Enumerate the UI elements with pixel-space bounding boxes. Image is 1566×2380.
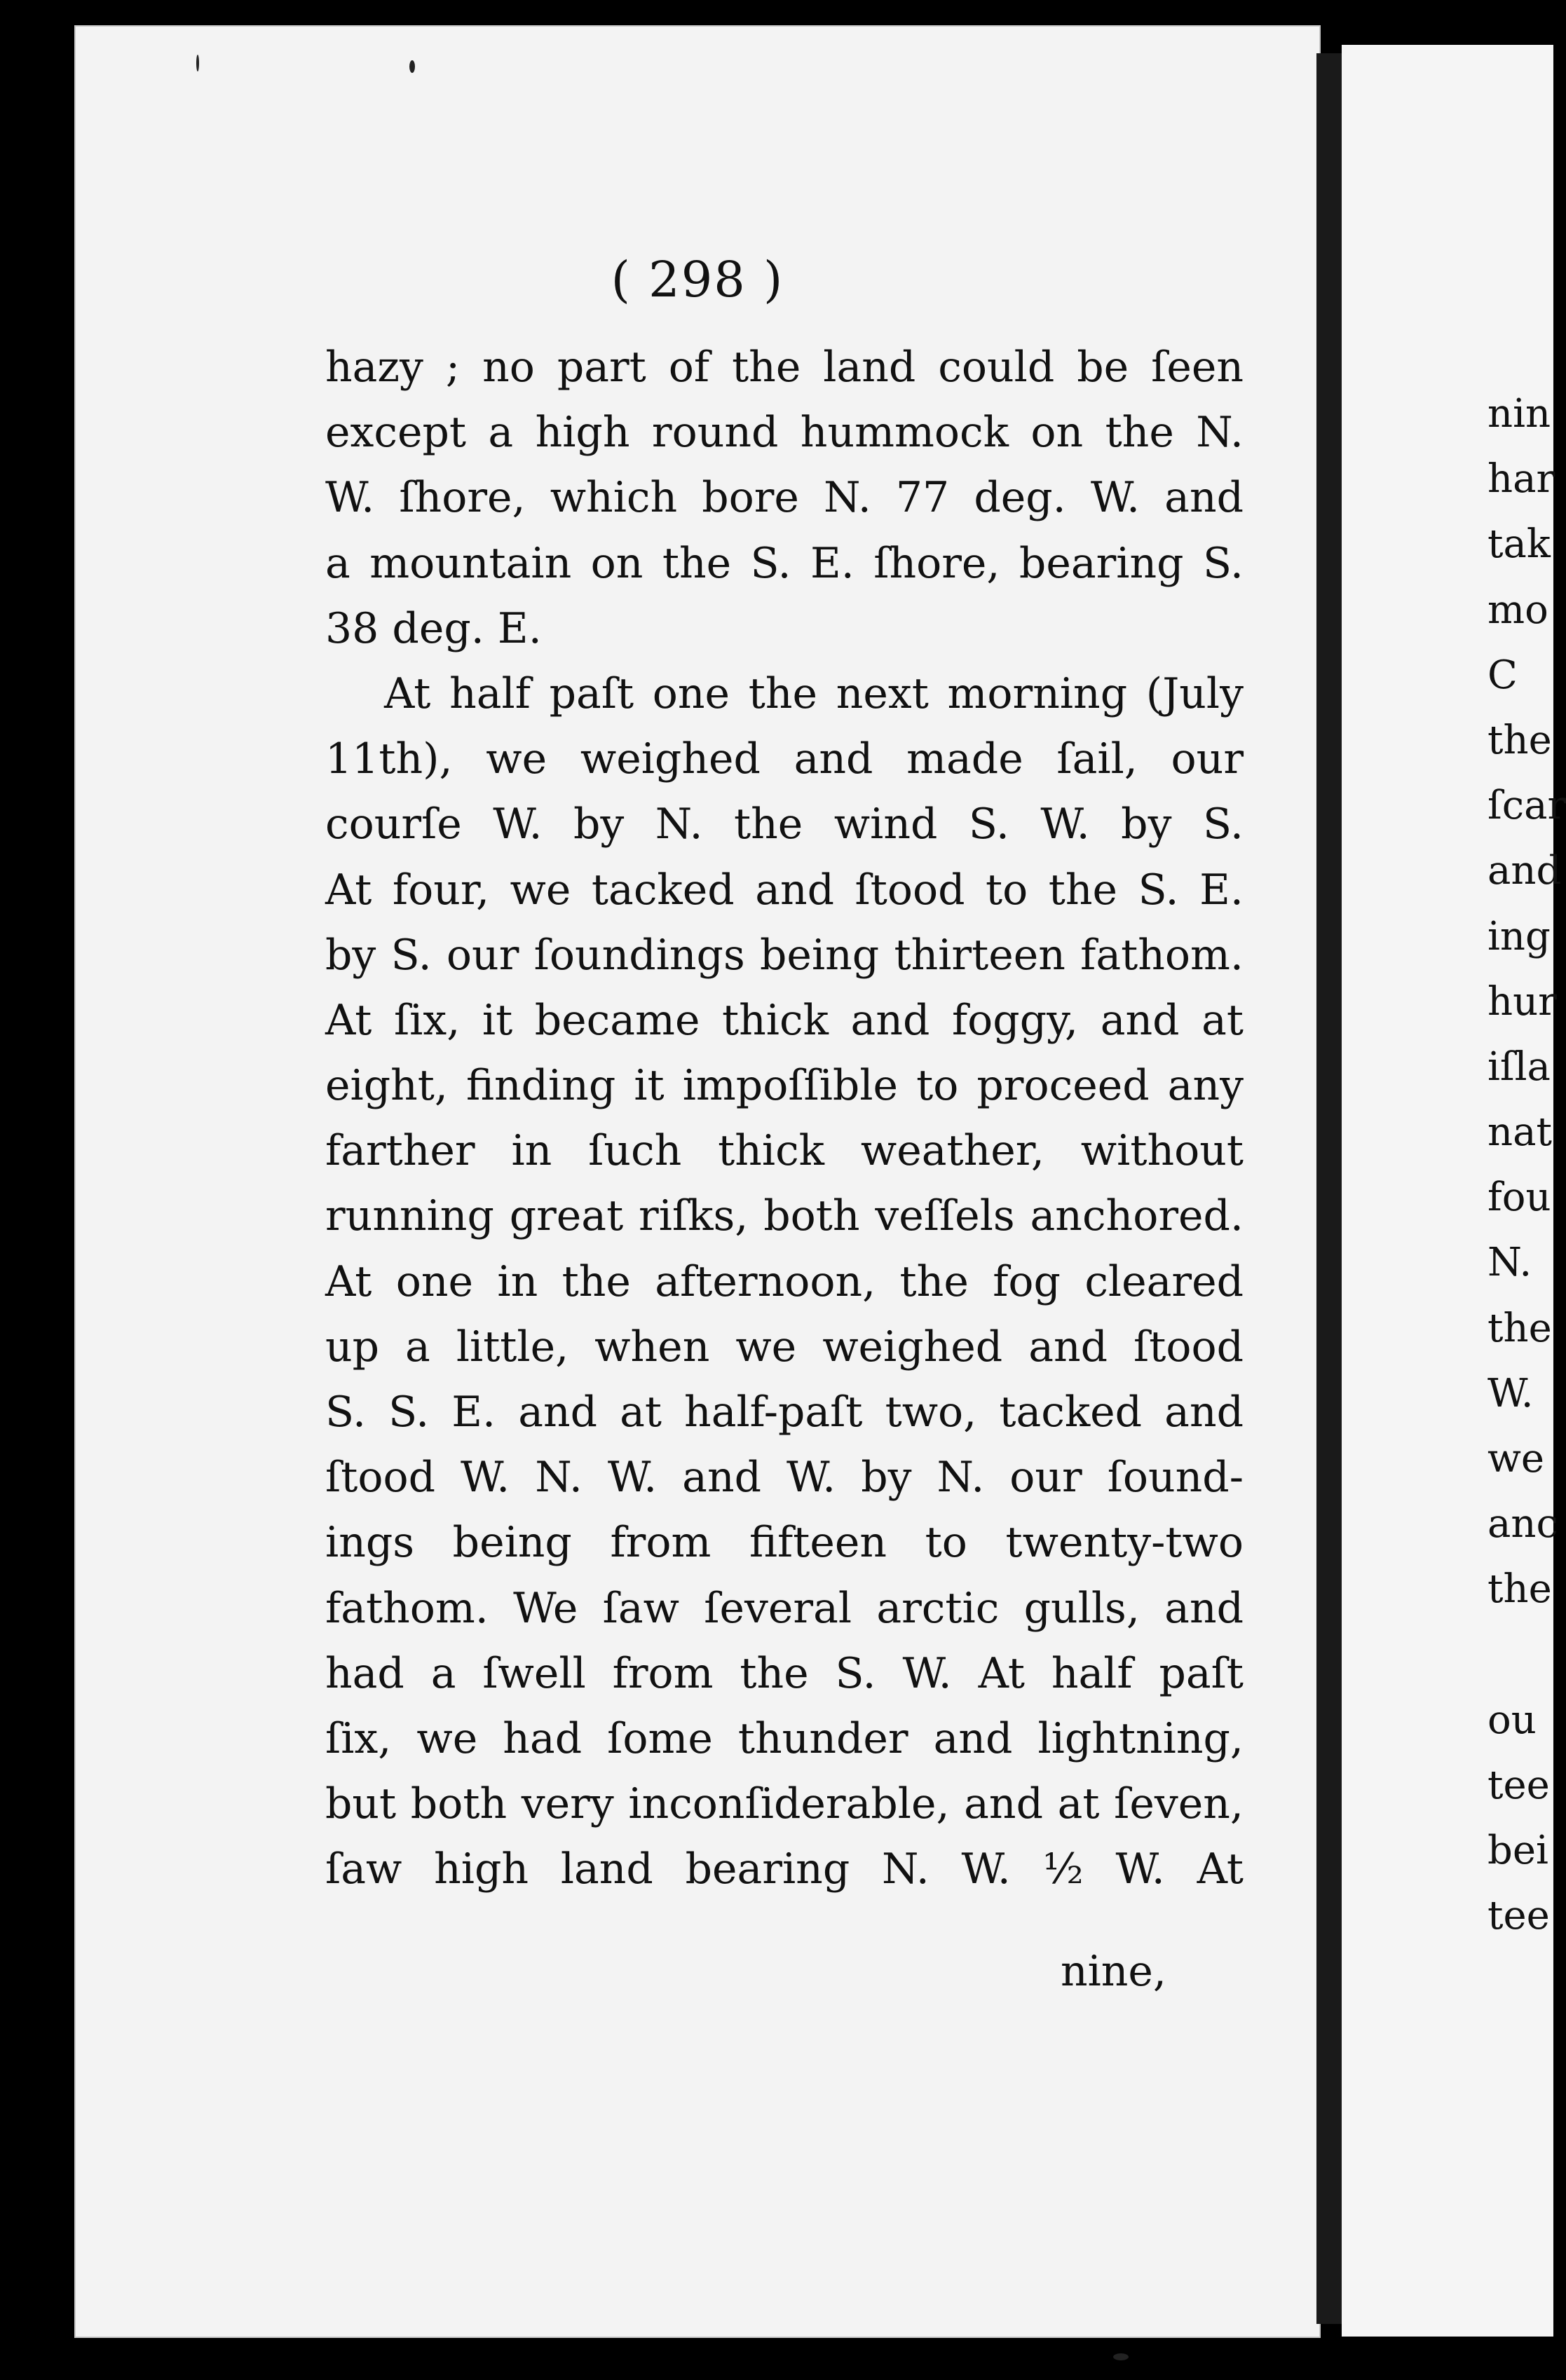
text-line: up a little, when we weighed and ſtood: [325, 1322, 1244, 1372]
text-line: courſe W. by N. the wind S. W. by S.: [325, 800, 1244, 849]
text-line: by S. our ſoundings being thirteen fathom.: [325, 930, 1244, 980]
text-line: At half paſt one the next morning (July: [384, 669, 1244, 718]
fragment-line: ing: [1487, 913, 1551, 959]
text-line: a mountain on the S. E. ſhore, bearing S.: [325, 538, 1244, 588]
fragment-line: anc: [1487, 1501, 1558, 1547]
fragment-line: har: [1487, 456, 1555, 502]
fragment-line: iſla: [1487, 1044, 1551, 1090]
left-page: [74, 25, 1321, 2338]
text-line: ſaw high land bearing N. W. ½ W. At: [325, 1845, 1244, 1894]
fragment-line: hur: [1487, 978, 1557, 1025]
fragment-line: tee: [1487, 1893, 1550, 1939]
fragment-line: C: [1487, 652, 1518, 698]
text-line: 11th), we weighed and made ſail, our: [325, 734, 1244, 784]
text-line: At four, we tacked and ſtood to the S. E.: [325, 865, 1244, 915]
book-gutter: [1316, 53, 1344, 2324]
fragment-line: N.: [1487, 1240, 1532, 1286]
text-line: ings being from fifteen to twenty-two: [325, 1518, 1244, 1568]
fragment-line: [1487, 1622, 1565, 1688]
catchword: nine,: [1060, 1947, 1166, 1996]
fragment-line: W.: [1487, 1370, 1534, 1416]
fragment-line: the: [1487, 1305, 1552, 1351]
fragment-line: nin: [1487, 391, 1551, 437]
text-line: S. S. E. and at half-paſt two, tacked and: [325, 1388, 1244, 1437]
text-line: running great riſks, both veſſels anchored.: [325, 1191, 1244, 1241]
ink-speck: [1113, 2353, 1129, 2360]
text-line: ſtood W. N. W. and W. by N. our ſound-: [325, 1453, 1244, 1503]
text-line: W. ſhore, which bore N. 77 deg. W. and: [325, 473, 1244, 523]
text-line: fathom. We ſaw ſeveral arctic gulls, and: [325, 1583, 1244, 1633]
fragment-line: tee: [1487, 1762, 1550, 1808]
text-line: 38 deg. E.: [325, 603, 542, 653]
fragment-line: fou: [1487, 1175, 1551, 1221]
text-line: At ſix, it became thick and foggy, and at: [325, 995, 1244, 1045]
page-body-text: [325, 335, 1244, 1903]
page-number-header: ( 298 ): [611, 251, 784, 308]
fragment-line: bei: [1487, 1828, 1548, 1874]
fragment-line: mo: [1487, 587, 1548, 633]
facing-page-edge: [1342, 45, 1566, 2337]
text-line: farther in ſuch thick weather, without: [325, 1126, 1244, 1176]
text-line: but both very inconſiderable, and at ſeven,: [325, 1779, 1244, 1829]
facing-page-text: [1487, 381, 1565, 1949]
fragment-line: ſcar: [1487, 783, 1566, 829]
text-line: had a ſwell from the S. W. At half paſt: [325, 1648, 1244, 1698]
fragment-line: and: [1487, 848, 1562, 894]
fragment-line: we: [1487, 1436, 1545, 1482]
text-line: except a high round hummock on the N.: [325, 408, 1244, 458]
ink-speck: [196, 55, 199, 71]
fragment-line: the: [1487, 1566, 1552, 1613]
text-line: At one in the afternoon, the fog cleared: [325, 1257, 1244, 1306]
fragment-line: nat: [1487, 1109, 1552, 1156]
fragment-line: the: [1487, 717, 1552, 763]
fragment-line: tak: [1487, 521, 1551, 568]
ink-speck: [409, 60, 415, 73]
fragment-line: ou: [1487, 1697, 1537, 1743]
text-line: eight, finding it impoſſible to proceed any: [325, 1061, 1244, 1111]
text-line: hazy ; no part of the land could be ſeen: [325, 343, 1244, 392]
text-line: ſix, we had ſome thunder and lightning,: [325, 1714, 1244, 1763]
